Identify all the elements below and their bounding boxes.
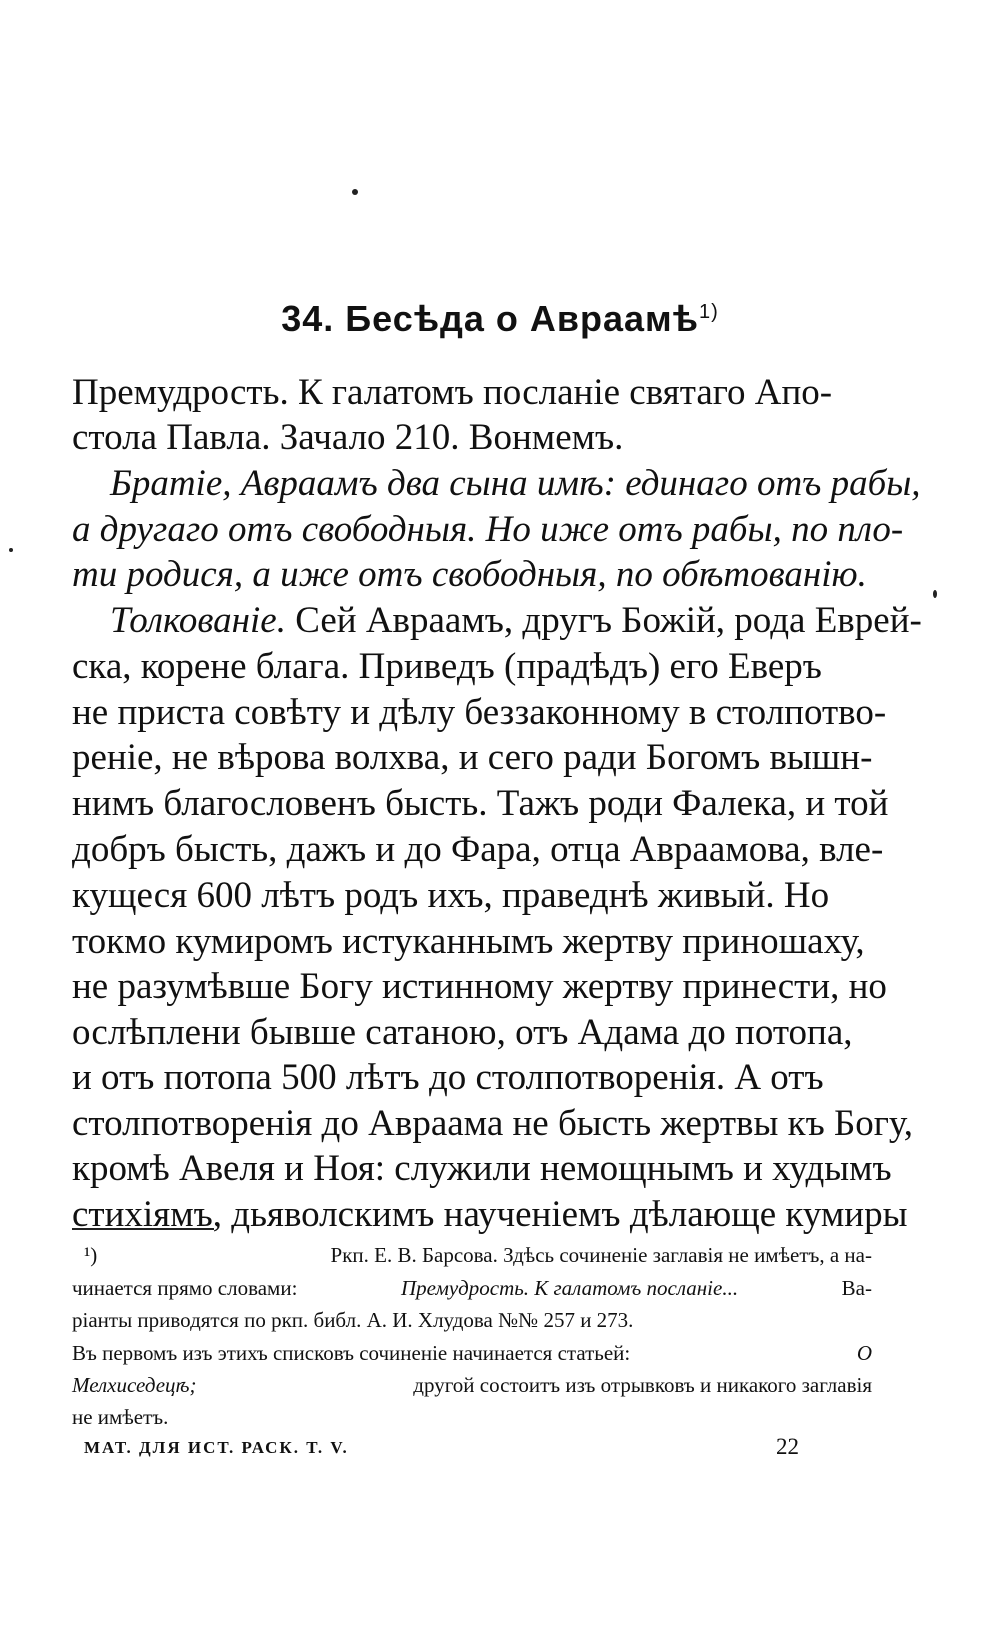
footnote-line: ріанты приводятся по ркп. библ. А. И. Хлудова №№ 257 и 273. xyxy=(72,1308,634,1332)
footnote-divider xyxy=(72,1228,214,1230)
body-line: Премудрость. К галатомъ посланіе святаго Апо- xyxy=(72,372,833,413)
body-line: реніе, не вѣрова волхва, и сего ради Богомъ вышн- xyxy=(72,737,873,778)
page-number: 22 xyxy=(776,1434,799,1459)
heading-footnote-mark: 1) xyxy=(698,301,719,323)
body-line: и отъ потопа 500 лѣтъ до столпотворенія. А отъ xyxy=(72,1057,824,1098)
footnote-line: Въ первомъ изъ этихъ списковъ сочиненіе начинается статьей: О xyxy=(72,1341,872,1365)
stray-dot-top xyxy=(352,189,358,195)
body-line: добръ бысть, дажъ и до Фара, отца Авраамова, вле- xyxy=(72,829,884,870)
body-line: ска, корене блага. Приведъ (прадѣдъ) его Еверъ xyxy=(72,646,822,687)
footnote-line: ¹) Ркп. Е. В. Барсова. Здѣсь сочиненіе заглавія не имѣетъ, а на- xyxy=(84,1243,872,1267)
body-line: нимъ благословенъ бысть. Тажъ роди Фалека, и той xyxy=(72,783,889,824)
footnote-line: не имѣетъ. xyxy=(72,1405,169,1429)
body-line: ослѣплени бывше сатаною, отъ Адама до потопа, xyxy=(72,1012,853,1053)
body-line: Толкованіе. Сей Авраамъ, другъ Божій, рода Еврей- xyxy=(110,600,922,641)
stray-dot-left xyxy=(9,548,13,552)
body-line: Братіе, Авраамъ два сына имѣ: единаго отъ рабы, xyxy=(110,463,921,504)
running-footer: МАТ. ДЛЯ ИСТ. РАСК. Т. V. xyxy=(84,1438,349,1457)
body-line: ти родися, а иже отъ свободныя, по обѣтованію. xyxy=(72,554,867,595)
body-line: не приста совѣту и дѣлу беззаконному в столпотво- xyxy=(72,692,887,733)
chapter-number: 34. xyxy=(281,298,335,339)
body-line: кромѣ Авеля и Ноя: служили немощнымъ и худымъ xyxy=(72,1148,892,1189)
footnote-line: Мелхиседецѣ; другой состоитъ изъ отрывковъ и никакого заглавія xyxy=(72,1373,872,1397)
footnote-line: чинается прямо словами: Премудрость. К галатомъ посланіе... Ва- xyxy=(72,1276,872,1300)
interpretation-label: Толкованіе. xyxy=(110,600,286,641)
body-line: токмо кумиромъ истуканнымъ жертву приношаху, xyxy=(72,921,865,962)
body-line: не разумѣвше Богу истинному жертву принести, но xyxy=(72,966,887,1007)
stray-dot-right xyxy=(933,590,937,598)
chapter-heading xyxy=(0,298,1000,340)
body-line: стихіямъ, дьяволскимъ наученіемъ дѣлающе кумиры xyxy=(72,1194,908,1235)
body-line: кущеся 600 лѣтъ родъ ихъ, праведнѣ живый. Но xyxy=(72,875,830,916)
chapter-title: Бесѣда о Авраамѣ xyxy=(345,298,699,339)
body-line: а другаго отъ свободныя. Но иже отъ рабы, по пло- xyxy=(72,509,904,550)
body-line: столпотворенія до Авраама не бысть жертвы къ Богу, xyxy=(72,1103,913,1144)
footnote-mark: ¹) xyxy=(84,1243,98,1267)
body-line: стола Павла. Зачало 210. Вонмемъ. xyxy=(72,417,624,458)
